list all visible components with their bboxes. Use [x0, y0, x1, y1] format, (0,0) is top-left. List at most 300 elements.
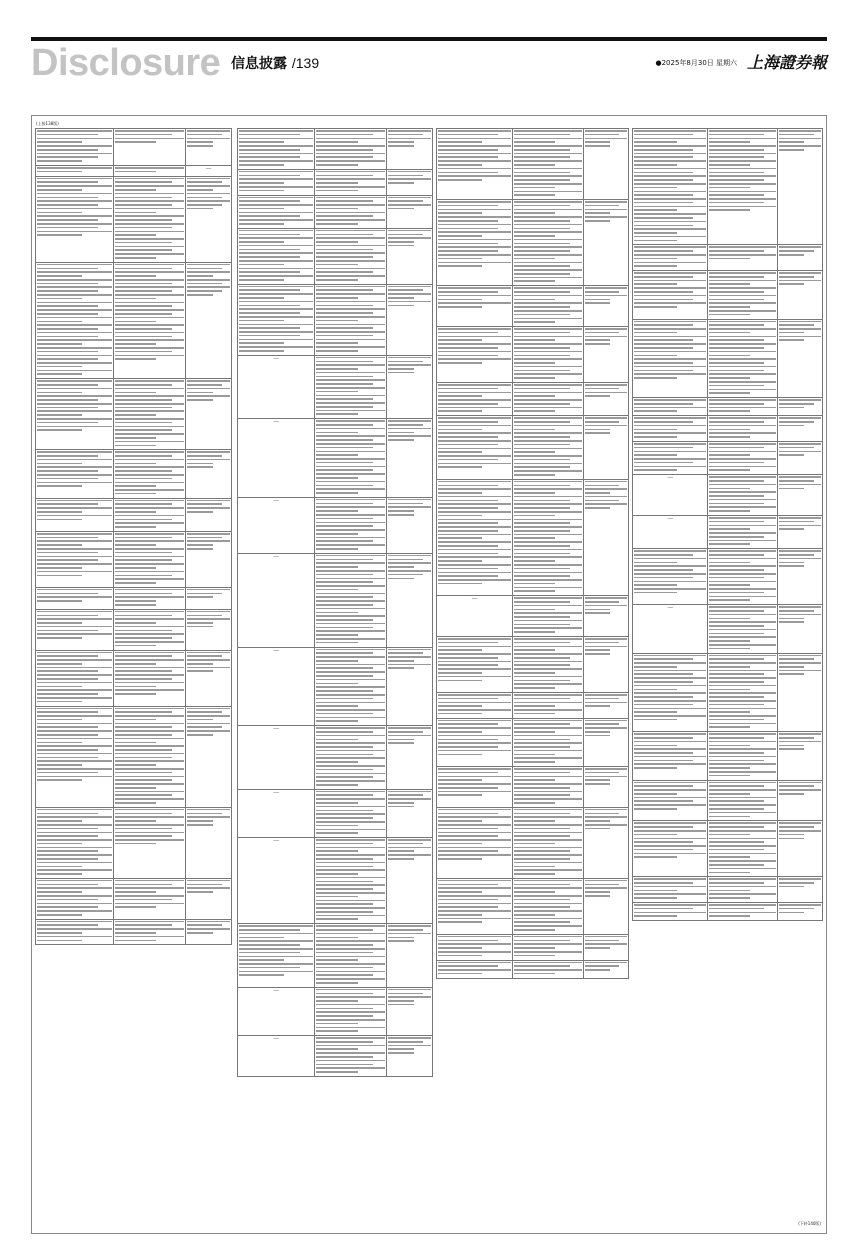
text-line	[316, 376, 372, 378]
text-line	[115, 880, 184, 882]
text-line	[316, 289, 372, 291]
text-line	[634, 882, 693, 884]
text-line	[316, 160, 385, 162]
text-line	[779, 407, 804, 409]
table-cell	[238, 1036, 315, 1077]
text-line	[634, 685, 706, 687]
text-line	[585, 417, 627, 419]
table-cell	[708, 821, 778, 877]
text-line	[37, 884, 98, 886]
text-line	[115, 828, 172, 830]
table-cell	[113, 807, 185, 878]
text-line	[115, 719, 157, 721]
text-line	[514, 277, 582, 279]
text-line	[634, 822, 706, 824]
text-line	[37, 689, 112, 691]
text-line	[709, 299, 764, 301]
table-cell	[583, 807, 628, 878]
text-line	[316, 537, 385, 539]
text-line	[187, 596, 213, 598]
text-line	[388, 420, 431, 422]
text-line	[634, 748, 706, 750]
text-line	[187, 548, 213, 550]
text-line	[316, 279, 357, 281]
table-cell	[36, 878, 114, 919]
text-line	[187, 279, 230, 281]
text-line	[438, 572, 511, 574]
cell-text	[709, 443, 776, 471]
text-line	[316, 1048, 357, 1050]
table-cell	[708, 416, 778, 442]
text-line	[709, 454, 749, 456]
text-line	[37, 903, 112, 905]
text-line	[115, 726, 172, 728]
text-line	[585, 895, 610, 897]
text-line	[37, 921, 112, 923]
text-line	[585, 828, 610, 830]
text-line	[514, 470, 582, 472]
text-line	[585, 343, 610, 345]
text-line	[634, 339, 693, 341]
text-line	[634, 410, 677, 412]
text-line	[187, 593, 222, 595]
text-line	[634, 291, 693, 293]
text-line	[438, 153, 511, 155]
text-line	[187, 193, 230, 195]
text-line	[115, 899, 172, 901]
text-line	[709, 310, 776, 312]
text-line	[438, 168, 511, 170]
cell-text	[37, 500, 112, 521]
text-line	[514, 754, 555, 756]
text-line	[187, 466, 213, 468]
text-line	[514, 683, 582, 685]
cell-text	[514, 328, 582, 379]
text-line	[115, 426, 184, 428]
table-row	[36, 379, 232, 450]
text-line	[316, 443, 385, 445]
empty-cell-mark: —	[667, 474, 674, 482]
text-line	[514, 474, 555, 476]
text-line	[634, 462, 693, 464]
text-line	[187, 884, 222, 886]
table-row	[238, 129, 433, 170]
text-line	[709, 723, 776, 725]
text-line	[514, 377, 555, 379]
text-line	[37, 809, 112, 811]
text-line	[37, 355, 112, 357]
text-line	[634, 302, 706, 304]
cell-text	[115, 611, 184, 647]
cell-text	[115, 708, 184, 804]
cell-text	[634, 733, 706, 769]
table-row	[633, 653, 823, 732]
text-line	[115, 540, 184, 542]
text-line	[316, 379, 385, 381]
text-line	[187, 145, 213, 147]
text-line	[239, 324, 313, 326]
text-line	[438, 388, 498, 390]
text-line	[115, 659, 184, 661]
text-line	[634, 741, 706, 743]
text-line	[115, 271, 184, 273]
text-line	[388, 559, 423, 561]
table-row	[437, 479, 629, 595]
text-line	[239, 929, 300, 931]
text-line	[514, 291, 570, 293]
text-line	[187, 730, 230, 732]
text-line	[316, 357, 385, 359]
text-line	[709, 849, 764, 851]
text-line	[115, 324, 184, 326]
cell-text	[779, 443, 821, 456]
text-line	[187, 268, 222, 270]
text-line	[585, 216, 627, 218]
text-line	[37, 470, 98, 472]
table-cell	[583, 479, 628, 595]
table-cell	[633, 416, 708, 442]
text-line	[316, 570, 385, 572]
text-line	[634, 377, 677, 379]
text-line	[585, 702, 627, 704]
text-line	[709, 573, 776, 575]
text-line	[438, 746, 498, 748]
text-line	[316, 746, 372, 748]
text-line	[585, 891, 610, 893]
text-line	[634, 265, 677, 267]
text-line	[634, 708, 706, 710]
text-line	[37, 686, 82, 688]
text-line	[316, 888, 372, 890]
table-row	[633, 398, 823, 416]
text-line	[115, 178, 184, 180]
cell-text	[438, 384, 511, 412]
text-line	[37, 571, 112, 573]
text-line	[514, 183, 582, 185]
text-line	[115, 600, 157, 602]
text-line	[438, 664, 498, 666]
text-line	[316, 850, 357, 852]
table-cell	[238, 647, 315, 726]
text-line	[779, 332, 804, 334]
table-cell	[708, 903, 778, 921]
table-cell	[238, 838, 315, 924]
table-cell	[36, 176, 114, 262]
text-line	[37, 351, 98, 353]
text-line	[37, 559, 98, 561]
text-line	[634, 451, 706, 453]
text-line	[438, 343, 511, 345]
text-line	[709, 588, 776, 590]
text-line	[316, 346, 385, 348]
text-line	[514, 515, 555, 517]
table-cell	[708, 653, 778, 732]
text-line	[634, 670, 706, 672]
table-row	[238, 419, 433, 498]
text-line	[709, 692, 776, 694]
text-line	[634, 343, 706, 345]
text-line	[514, 866, 555, 868]
text-line	[709, 775, 749, 777]
text-line	[438, 642, 498, 644]
text-line	[779, 324, 813, 326]
text-line	[709, 771, 776, 773]
text-line	[316, 925, 385, 927]
cell-text	[438, 880, 511, 923]
text-line	[709, 685, 776, 687]
table-row	[437, 767, 629, 808]
text-line	[514, 141, 555, 143]
text-line	[187, 887, 230, 889]
text-line	[514, 459, 570, 461]
text-line	[115, 928, 184, 930]
text-line	[115, 593, 172, 595]
text-line	[316, 268, 385, 270]
text-line	[438, 425, 511, 427]
text-line	[709, 134, 764, 136]
text-line	[634, 588, 706, 590]
text-line	[115, 715, 184, 717]
text-line	[438, 731, 482, 733]
text-line	[388, 731, 423, 733]
table-cell	[633, 732, 708, 780]
table-cell	[113, 166, 185, 177]
text-line	[37, 924, 98, 926]
text-line	[585, 649, 610, 651]
text-line	[388, 200, 423, 202]
text-line	[585, 138, 627, 140]
table-row	[36, 807, 232, 878]
text-line	[115, 753, 184, 755]
table-cell	[778, 271, 823, 319]
text-line	[388, 735, 431, 737]
text-line	[187, 618, 230, 620]
text-line	[779, 745, 804, 747]
table-row	[36, 450, 232, 498]
text-line	[115, 474, 184, 476]
text-line	[438, 145, 511, 147]
text-line	[709, 145, 776, 147]
text-line	[709, 362, 764, 364]
text-line	[316, 164, 357, 166]
text-line	[239, 967, 300, 969]
text-line	[709, 708, 776, 710]
table-cell	[36, 498, 114, 531]
text-line	[514, 172, 570, 174]
text-line	[438, 828, 498, 830]
text-line	[514, 287, 582, 289]
text-line	[316, 918, 357, 920]
cell-text	[514, 384, 582, 412]
cell-text	[585, 417, 627, 434]
text-line	[115, 686, 157, 688]
text-line	[585, 425, 627, 427]
text-line	[634, 715, 706, 717]
text-line	[709, 893, 776, 895]
table-cell	[113, 609, 185, 650]
text-line	[388, 929, 423, 931]
text-line	[514, 850, 570, 852]
text-line	[438, 295, 511, 297]
text-line	[316, 447, 372, 449]
text-line	[634, 347, 693, 349]
cell-text	[388, 791, 431, 808]
text-line	[316, 477, 357, 479]
text-line	[709, 191, 776, 193]
cell-text	[634, 321, 706, 379]
empty-cell-mark: —	[471, 595, 478, 603]
cell-text	[438, 694, 511, 715]
cell-text	[37, 178, 112, 236]
text-line	[709, 503, 764, 505]
text-line	[388, 357, 431, 359]
text-line	[239, 301, 313, 303]
text-line	[239, 289, 300, 291]
text-line	[709, 480, 764, 482]
text-line	[316, 944, 372, 946]
cell-text	[585, 597, 627, 614]
cell-text	[634, 878, 706, 899]
table-cell	[315, 228, 387, 284]
text-line	[438, 392, 511, 394]
text-line	[37, 575, 82, 577]
text-line	[709, 366, 776, 368]
text-line	[388, 297, 414, 299]
text-line	[37, 347, 112, 349]
cell-text	[316, 171, 385, 192]
text-line	[438, 735, 511, 737]
text-line	[438, 776, 511, 778]
text-line	[187, 451, 230, 453]
text-line	[239, 249, 300, 251]
cell-text	[37, 652, 112, 703]
empty-cell-mark: —	[273, 497, 280, 504]
text-line	[316, 581, 372, 583]
text-line	[709, 670, 776, 672]
table-cell	[238, 195, 315, 228]
text-line	[585, 205, 619, 207]
text-line	[115, 275, 157, 277]
text-line	[316, 518, 372, 520]
text-line	[115, 343, 157, 345]
text-line	[239, 130, 313, 132]
text-line	[187, 533, 230, 535]
text-line	[187, 544, 213, 546]
cell-text	[438, 201, 511, 267]
text-line	[514, 772, 570, 774]
text-line	[316, 402, 385, 404]
text-line	[709, 830, 776, 832]
text-line	[37, 839, 112, 841]
cell-text	[438, 809, 511, 860]
text-line	[438, 969, 511, 971]
text-line	[709, 314, 749, 316]
text-line	[187, 932, 213, 934]
text-line	[709, 550, 776, 552]
table-cell	[778, 653, 823, 732]
text-line	[779, 130, 821, 132]
text-line	[239, 223, 284, 225]
text-line	[388, 130, 431, 132]
text-line	[316, 1064, 372, 1066]
text-line	[37, 290, 98, 292]
text-line	[316, 1023, 357, 1025]
text-line	[634, 469, 677, 471]
text-line	[438, 403, 498, 405]
text-line	[316, 709, 385, 711]
text-line	[585, 880, 627, 882]
text-line	[709, 733, 776, 735]
text-line	[187, 711, 222, 713]
text-line	[709, 648, 749, 650]
text-line	[239, 959, 284, 961]
text-line	[514, 250, 570, 252]
text-line	[779, 834, 804, 836]
text-line	[115, 618, 184, 620]
text-line	[37, 324, 112, 326]
text-line	[115, 655, 172, 657]
text-line	[316, 619, 372, 621]
text-line	[37, 593, 98, 595]
text-line	[37, 936, 112, 938]
text-line	[115, 742, 157, 744]
text-line	[316, 398, 372, 400]
text-line	[634, 443, 706, 445]
text-line	[37, 384, 98, 386]
text-line	[37, 478, 98, 480]
text-line	[115, 305, 172, 307]
cell-text	[388, 499, 431, 516]
cell-text	[115, 380, 184, 446]
text-line	[709, 915, 749, 917]
text-line	[438, 965, 498, 967]
table-cell	[583, 200, 628, 286]
text-line	[514, 575, 570, 577]
cell-text	[37, 130, 112, 162]
text-line	[316, 342, 357, 344]
text-line	[187, 459, 230, 461]
text-line	[634, 677, 706, 679]
text-line	[514, 549, 582, 551]
text-line	[634, 362, 693, 364]
text-line	[115, 809, 184, 811]
text-line	[316, 929, 372, 931]
text-line	[438, 813, 498, 815]
text-line	[239, 933, 313, 935]
text-line	[37, 403, 112, 405]
text-line	[438, 783, 511, 785]
text-line	[585, 698, 619, 700]
text-line	[187, 264, 230, 266]
text-line	[115, 134, 172, 136]
text-line	[514, 568, 570, 570]
text-line	[37, 708, 112, 710]
table-cell	[778, 903, 823, 921]
cell-text	[514, 597, 582, 633]
text-line	[37, 776, 112, 778]
cell-text	[514, 768, 582, 804]
text-line	[514, 138, 582, 140]
text-line	[514, 187, 555, 189]
text-line	[634, 562, 677, 564]
text-line	[514, 306, 570, 308]
text-line	[115, 283, 172, 285]
text-line	[634, 886, 706, 888]
text-line	[709, 662, 776, 664]
text-line	[514, 373, 582, 375]
text-line	[316, 1008, 372, 1010]
text-line	[316, 869, 385, 871]
